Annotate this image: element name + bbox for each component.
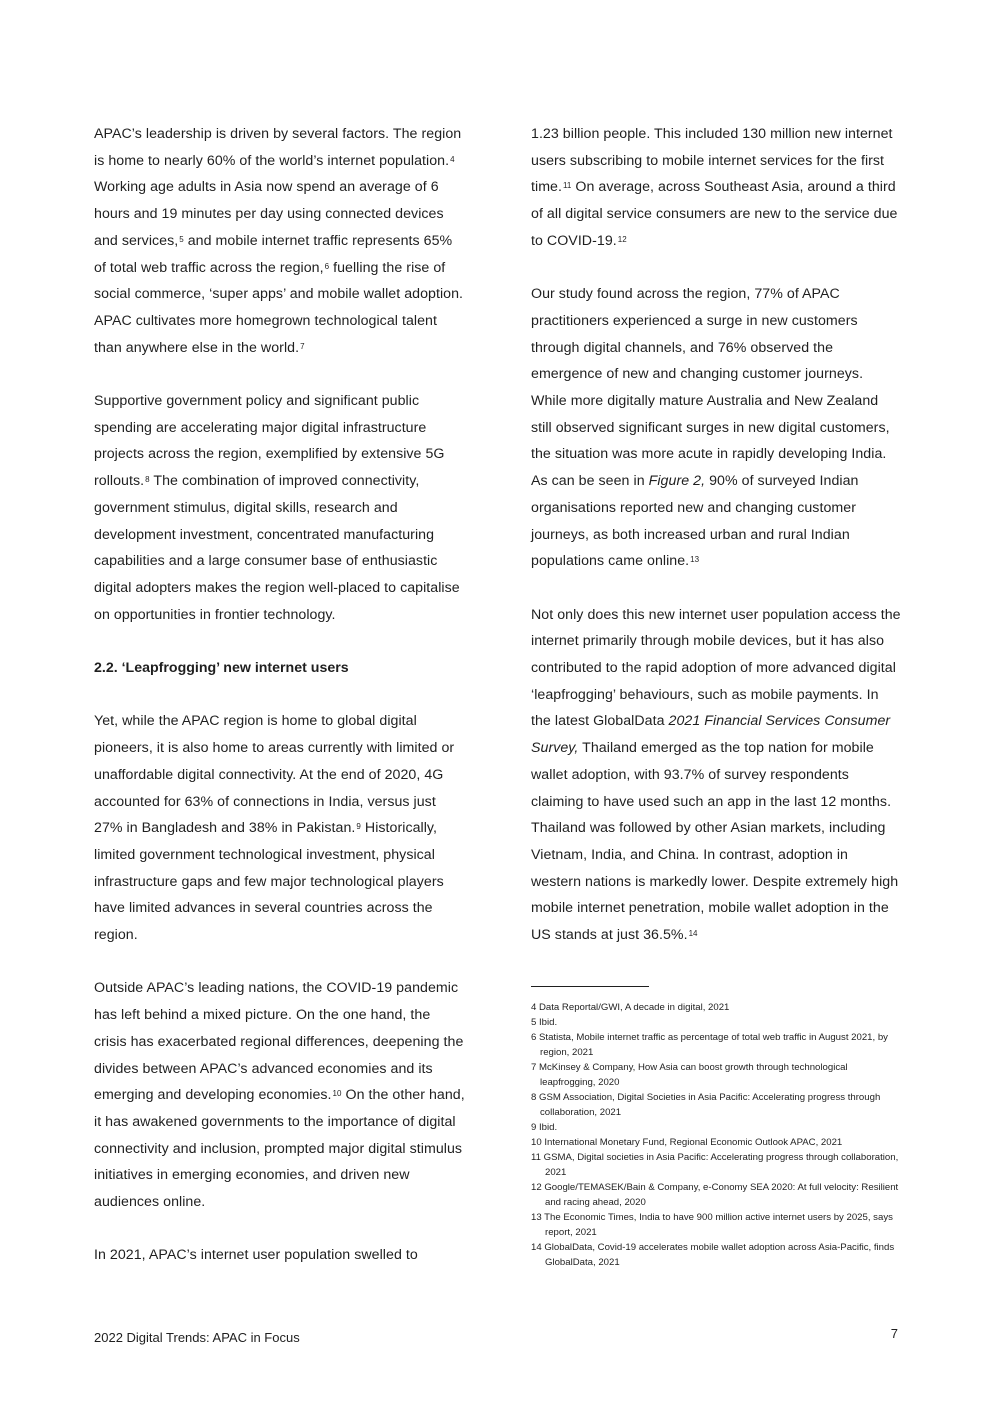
footnote-divider: [531, 986, 649, 987]
footnote-ref-5: 5: [179, 234, 184, 244]
footnote-ref-14: 14: [688, 929, 698, 939]
footnote-ref-11: 11: [563, 181, 572, 191]
footnote-ref-9: 9: [356, 822, 361, 832]
footnote-item: 12 Google/TEMASEK/Bain & Company, e-Conomy SEA 2020: At full velocity: Resilient and racing ahead, 2020: [531, 1181, 899, 1208]
footnote-item: 14 GlobalData, Covid-19 accelerates mobile wallet adoption across Asia-Pacific, finds GlobalData, 2021: [531, 1241, 895, 1268]
footnotes-list: [531, 1000, 901, 1270]
footnote-item: 11 GSMA, Digital societies in Asia Pacific: Accelerating progress through collaboration, 2021: [531, 1151, 899, 1178]
footnote-ref-6: 6: [324, 261, 330, 271]
paragraph-apac-leadership: APAC’s leadership is driven by several factors. The region is home to nearly 60% of the world’s internet population.$^4$ Working age adults in Asia now spend an average of 6 hours and 19 minutes per day using connected devices and services,$^5$ and mobile internet traffic represents 65% of total web traffic across the region,$^6$ fuelling the rise of social commerce, ‘super apps’ and mobile wallet adoption. APAC cultivates more homegrown technological talent than anywhere else in the world.$^7$: [94, 126, 464, 356]
section-heading: 2.2. ‘Leapfrogging’ new internet users: [94, 660, 349, 677]
footnote-ref-12: 12: [617, 234, 627, 244]
footnote-item: 13 The Economic Times, India to have 900 million active internet users by 2025, says report, 2021: [531, 1211, 893, 1238]
footnote-item: 6 Statista, Mobile internet traffic as percentage of total web traffic in August 2021, by region, 2021: [531, 1031, 888, 1058]
paragraph-mobile-wallet: Not only does this new internet user population access the internet primarily through mobile devices, but it has also contributed to the rapid adoption of more advanced digital ‘leapfrogging’ behaviours, such as mobile payments. In the latest GlobalData 2021 Financial Services Consumer Survey, Thailand emerged as the top nation for mobile wallet adoption, with 93.7% of survey respondents claiming to have used such an app in the last 12 months. Thailand was followed by other Asian markets, including Vietnam, India, and China. In contrast, adoption in western nations is markedly lower. Despite extremely high mobile internet penetration, mobile wallet adoption in the US stands at just 36.5%.$^{14}$: [531, 606, 901, 944]
left-column: [94, 121, 466, 1269]
footnote-item: 5 Ibid.: [531, 1016, 558, 1028]
paragraph-digital-connectivity: Yet, while the APAC region is home to global digital pioneers, it is also home to areas currently with limited or unaffordable digital connectivity. At the end of 2020, 4G accounted for 63% of connections in India, versus just 27% in Bangladesh and 38% in Pakistan.$^9$ Historically, limited government technological investment, physical infrastructure gaps and few major technological players have limited advances in several countries across the region.: [94, 713, 455, 944]
footnote-item: 10 International Monetary Fund, Regional Economic Outlook APAC, 2021: [531, 1136, 843, 1148]
footnote-ref-4: 4: [450, 154, 455, 164]
footnote-item: 8 GSM Association, Digital Societies in Asia Pacific: Accelerating progress through collaboration, 2021: [531, 1091, 881, 1118]
page-number: 7: [890, 1326, 898, 1341]
paragraph-new-users: 1.23 billion people. This included 130 million new internet users subscribing to mobile internet services for the first time.$^{11}$ On average, across Southeast Asia, around a third of all digital service consumers are new to the service due to COVID-19.12: [531, 126, 898, 249]
survey-title: 2021 Financial Services Consumer Survey,: [531, 713, 891, 757]
paragraph-government-policy: Supportive government policy and significant public spending are accelerating major digital infrastructure projects across the region, exemplified by extensive 5G rollouts.$^8$ The combination of improved connectivity, government stimulus, digital skills, research and development investment, concentrated manufacturing capabilities and a large consumer base of enthusiastic digital adopters makes the region well-placed to capitalise on opportunities in frontier technology.: [94, 393, 460, 623]
footnote-ref-13: 13: [690, 555, 700, 565]
footer-document-title: 2022 Digital Trends: APAC in Focus: [94, 1330, 300, 1345]
footnote-ref-10: 10: [332, 1089, 342, 1099]
paragraph-study-findings: Our study found across the region, 77% of APAC practitioners experienced a surge in new customers through digital channels, and 76% observed the emergence of new and changing customer journeys. While more digitally mature Australia and New Zealand still observed significant surges in new digital customers, the situation was more acute in rapidly developing India. As can be seen in Figure 2, 90% of surveyed Indian organisations reported new and changing customer journeys, as both increased urban and rural Indian populations came online.$^{13}$: [531, 286, 890, 570]
footnote-ref-8: 8: [145, 475, 150, 485]
paragraph-covid-picture: Outside APAC’s leading nations, the COVID-19 pandemic has left behind a mixed picture. On the one hand, the crisis has exacerbated regional differences, deepening the divides between APAC’s advanced economies and its emerging and developing economies.$^{10}$ On the other hand, it has awakened governments to the importance of digital connectivity and inclusion, prompted major digital stimulus initiatives in emerging economies, and driven new audiences online.: [94, 980, 465, 1211]
footnote-item: 4 Data Reportal/GWI, A decade in digital, 2021: [531, 1001, 730, 1013]
footnote-item: 7 McKinsey & Company, How Asia can boost growth through technological leapfrogging, 2020: [531, 1061, 848, 1088]
paragraph-internet-population: In 2021, APAC’s internet user population swelled to: [94, 1247, 418, 1264]
footnote-ref-7: 7: [300, 341, 305, 351]
footnote-item: 9 Ibid.: [531, 1121, 558, 1133]
figure-reference: Figure 2,: [648, 473, 706, 490]
right-column: [531, 121, 901, 1270]
